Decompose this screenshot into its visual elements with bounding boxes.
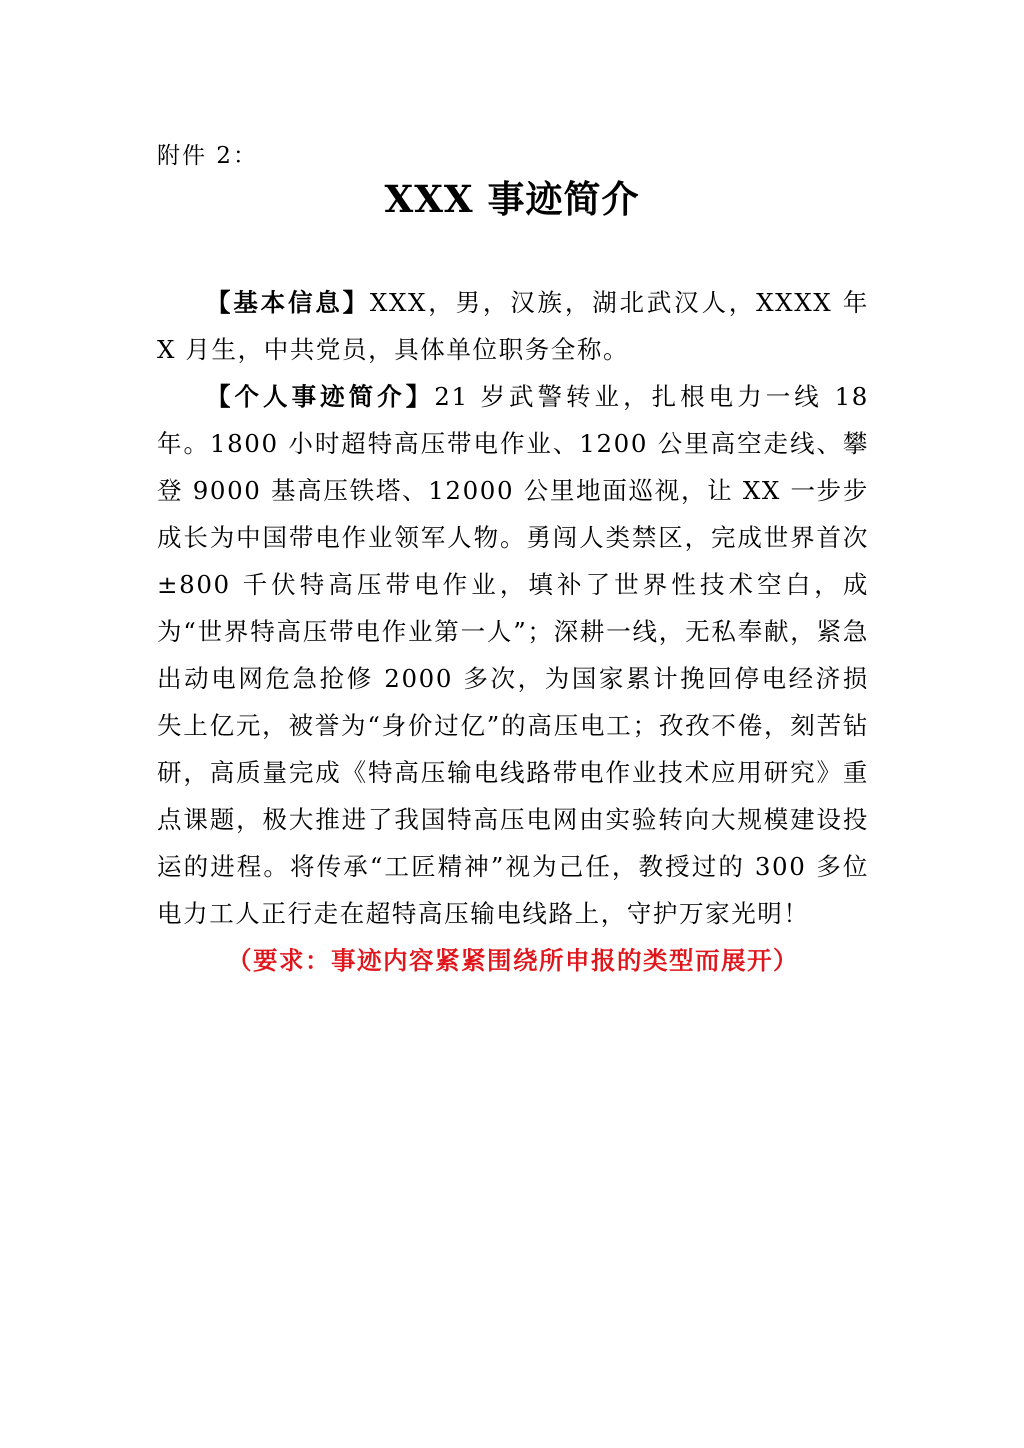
document-title: XXX 事迹简介 xyxy=(384,177,640,221)
document-body xyxy=(157,279,869,984)
basic-info-label: 【基本信息】 xyxy=(206,288,370,317)
personal-deeds-label: 【个人事迹简介】 xyxy=(206,382,435,411)
personal-deeds-paragraph xyxy=(157,373,869,937)
personal-deeds-text: 21 岁武警转业，扎根电力一线 18 年。1800 小时超特高压带电作业、1200 公里高空走线、攀登 9000 基高压铁塔、12000 公里地面巡视，让 XX 一步步成长为中国带电作业领军人物。勇闯人类禁区，完成世界首次±800 千伏特高压带电作业，填补了世界性技术空白，成为“世界特高压带电作业第一人”；深耕一线，无私奉献，紧急出动电网危急抢修 2000 多次，为国家累计挽回停电经济损失上亿元，被誉为“身价过亿”的高压电工；孜孜不倦，刻苦钻研，高质量完成《特高压输电线路带电作业技术应用研究》重点课题，极大推进了我国特高压电网由实验转向大规模建设投运的进程。将传承“工匠精神”视为己任，教授过的 300 多位电力工人正行走在超特高压输电线路上，守护万家光明！ xyxy=(157,382,869,928)
requirement-note: （要求：事迹内容紧紧围绕所申报的类型而展开） xyxy=(227,946,799,975)
attachment-label: 附件 2： xyxy=(157,143,258,169)
basic-info-paragraph xyxy=(157,279,869,373)
basic-info-text: XXX，男，汉族，湖北武汉人，XXXX 年 X 月生，中共党员，具体单位职务全称。 xyxy=(157,288,869,364)
